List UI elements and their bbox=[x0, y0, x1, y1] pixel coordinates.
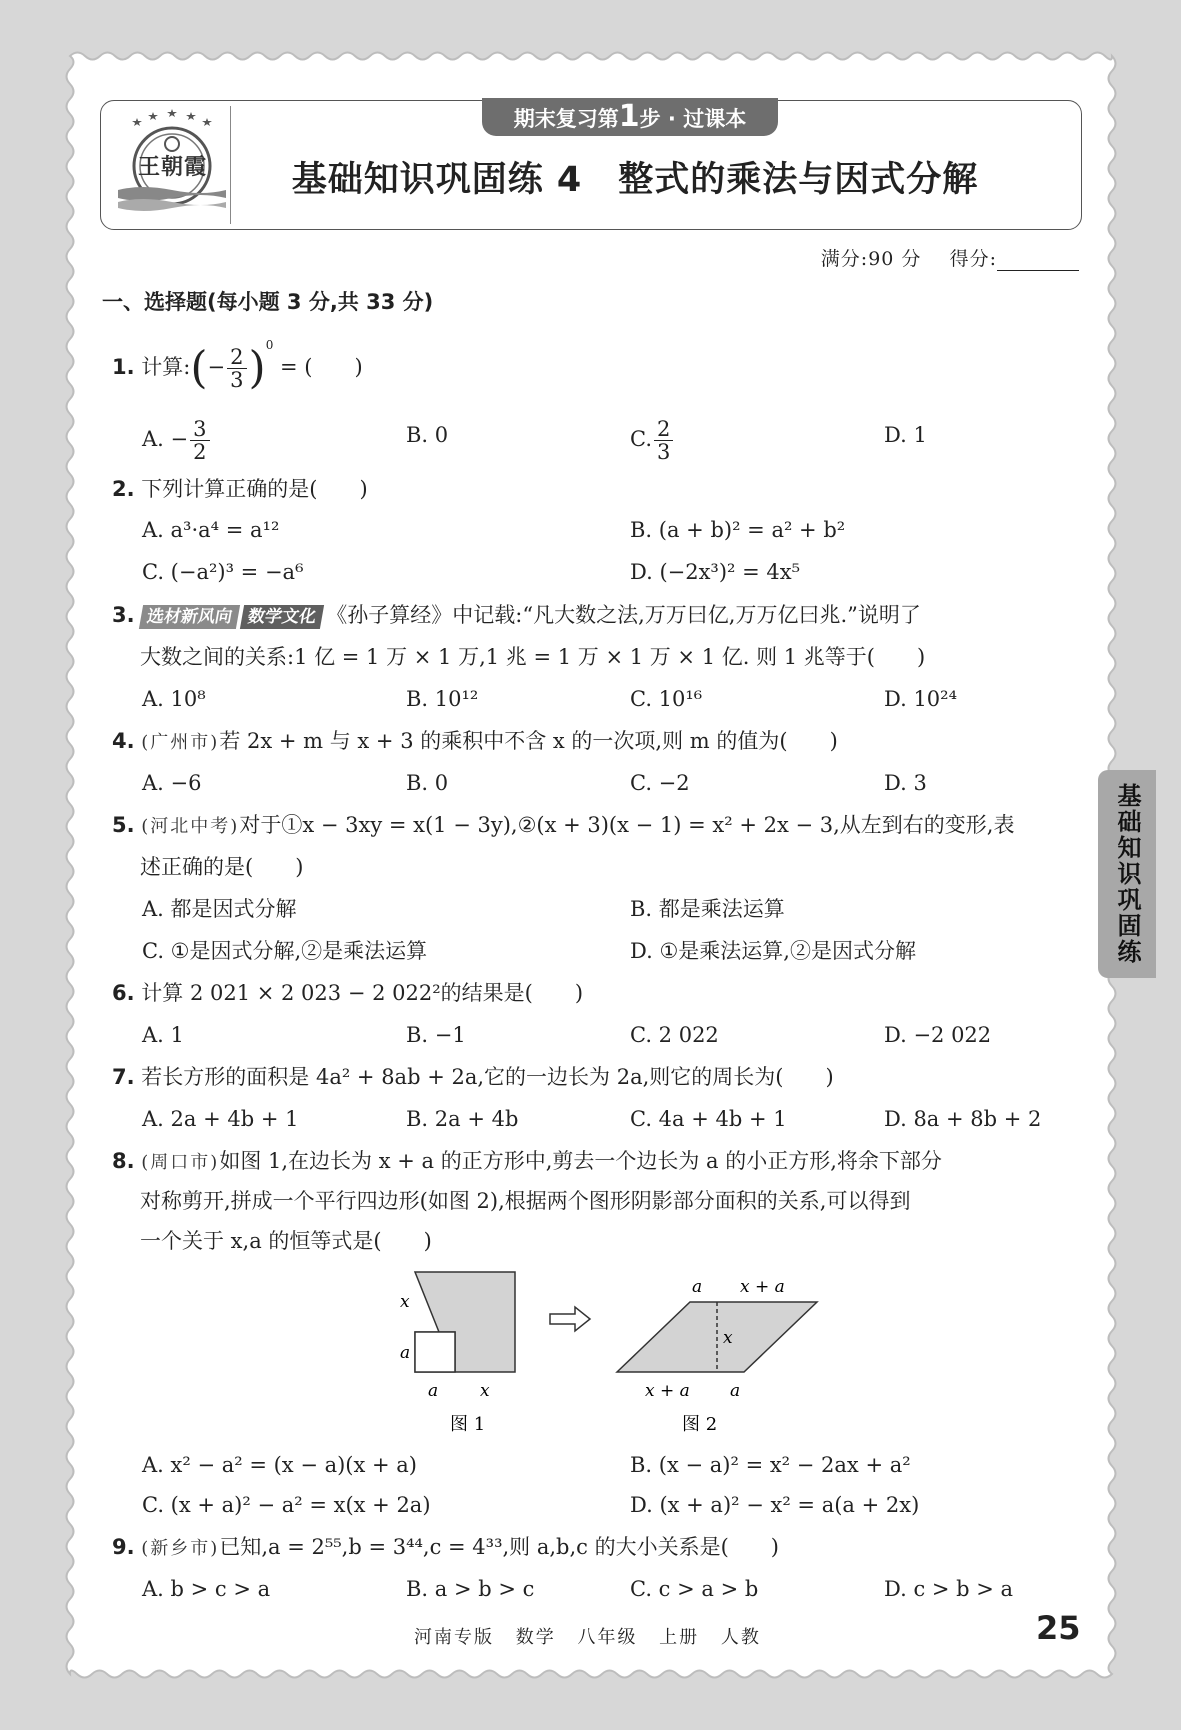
figure-1-label-x-bottom: x bbox=[480, 1381, 490, 1401]
q2-option-d[interactable]: D. (−2x³)² = 4x⁵ bbox=[630, 560, 801, 584]
figure-1-caption: 图 1 bbox=[450, 1414, 486, 1435]
q5-option-d[interactable]: D. ①是乘法运算,②是因式分解 bbox=[630, 939, 916, 963]
paren-right: ) bbox=[248, 342, 266, 394]
question-text: 计算 2 021 × 2 023 − 2 022²的结果是( ) bbox=[141, 981, 584, 1005]
minus-sign: − bbox=[207, 355, 226, 379]
q5-option-a[interactable]: A. 都是因式分解 bbox=[142, 897, 297, 921]
question-text: 如图 1,在边长为 x + a 的正方形中,剪去一个边长为 a 的小正方形,将余下部分 bbox=[219, 1149, 942, 1173]
page-number: 25 bbox=[1036, 1609, 1081, 1647]
question-number: 7. bbox=[112, 1065, 135, 1089]
q3-option-d[interactable]: D. 10²⁴ bbox=[884, 687, 957, 711]
footer-text: 河南专版 数学 八年级 上册 人教 bbox=[414, 1627, 761, 1648]
question-5 bbox=[112, 810, 1014, 842]
question-2 bbox=[112, 474, 368, 504]
fraction-numerator: 2 bbox=[654, 418, 673, 441]
q4-option-a[interactable]: A. −6 bbox=[142, 771, 202, 795]
question-8 bbox=[112, 1146, 942, 1178]
fraction bbox=[190, 418, 209, 463]
q5-option-c[interactable]: C. ①是因式分解,②是乘法运算 bbox=[142, 939, 428, 963]
figure-1-label-x-left: x bbox=[400, 1292, 410, 1312]
full-score-label: 满分:90 分 bbox=[820, 248, 922, 270]
q7-option-b[interactable]: B. 2a + 4b bbox=[406, 1107, 519, 1131]
section-title: 一、选择题(每小题 3 分,共 33 分) bbox=[102, 290, 434, 314]
question-8-cont-1: 对称剪开,拼成一个平行四边形(如图 2),根据两个图形阴影部分面积的关系,可以得到 bbox=[140, 1189, 911, 1213]
step-number: 1 bbox=[618, 99, 640, 134]
q9-option-c[interactable]: C. c > a > b bbox=[630, 1577, 759, 1601]
question-text: 《孙子算经》中记载:“凡大数之法,万万曰亿,万万亿曰兆.”说明了 bbox=[326, 603, 921, 627]
fraction-numerator: 3 bbox=[190, 418, 209, 441]
header-divider bbox=[230, 106, 231, 224]
tag-new-trend: 选材新风向 bbox=[139, 605, 240, 629]
side-tab: 基础知识巩固练 bbox=[1098, 770, 1156, 978]
question-text: 对于①x − 3xy = x(1 − 3y),②(x + 3)(x − 1) = x² + 2x − 3,从左到右的变形,表 bbox=[239, 813, 1015, 837]
question-number: 8. bbox=[112, 1149, 135, 1173]
question-lead: 计算: bbox=[141, 355, 191, 379]
logo-text: 王朝霞 bbox=[138, 154, 208, 180]
fraction-numerator: 2 bbox=[227, 346, 246, 369]
answer-paren: = ( ) bbox=[280, 355, 363, 379]
question-source: (周口市) bbox=[141, 1152, 220, 1173]
figure-1-label-a-left: a bbox=[400, 1343, 411, 1363]
q2-option-a[interactable]: A. a³·a⁴ = a¹² bbox=[142, 518, 280, 542]
figure-2-label-a-bottom: a bbox=[730, 1381, 741, 1401]
step-badge bbox=[482, 98, 778, 136]
page-title: 基础知识巩固练 4 整式的乘法与因式分解 bbox=[291, 160, 979, 200]
q9-option-b[interactable]: B. a > b > c bbox=[406, 1577, 535, 1601]
question-7 bbox=[112, 1062, 834, 1092]
fraction-denominator: 3 bbox=[230, 368, 244, 392]
question-number: 2. bbox=[112, 477, 135, 501]
figure-2-caption: 图 2 bbox=[682, 1414, 718, 1435]
q4-option-b[interactable]: B. 0 bbox=[406, 771, 449, 795]
score-blank[interactable] bbox=[997, 252, 1079, 271]
q1-option-b[interactable]: B. 0 bbox=[406, 423, 449, 447]
question-source: (新乡市) bbox=[141, 1538, 220, 1559]
question-source: (河北中考) bbox=[141, 816, 240, 837]
q4-option-d[interactable]: D. 3 bbox=[884, 771, 927, 795]
fraction-denominator: 2 bbox=[193, 440, 207, 464]
question-4 bbox=[112, 726, 838, 758]
question-text: 若长方形的面积是 4a² + 8ab + 2a,它的一边长为 2a,则它的周长为( ) bbox=[141, 1065, 834, 1089]
figure-1-and-2 bbox=[390, 1262, 830, 1442]
q6-option-b[interactable]: B. −1 bbox=[406, 1023, 466, 1047]
question-3-cont: 大数之间的关系:1 亿 = 1 万 × 1 万,1 兆 = 1 万 × 1 万 × 1 亿. 则 1 兆等于( ) bbox=[140, 645, 926, 669]
q3-option-a[interactable]: A. 10⁸ bbox=[142, 687, 206, 711]
option-label: C. bbox=[630, 427, 652, 451]
q6-option-d[interactable]: D. −2 022 bbox=[884, 1023, 992, 1047]
q1-option-d[interactable]: D. 1 bbox=[884, 423, 927, 447]
question-5-cont: 述正确的是( ) bbox=[140, 855, 304, 879]
q2-option-c[interactable]: C. (−a²)³ = −a⁶ bbox=[142, 560, 304, 584]
question-number: 9. bbox=[112, 1535, 135, 1559]
option-label: A. − bbox=[142, 427, 189, 451]
exponent: 0 bbox=[265, 338, 274, 352]
q8-option-c[interactable]: C. (x + a)² − a² = x(x + 2a) bbox=[142, 1493, 431, 1517]
got-score-label: 得分: bbox=[949, 248, 997, 270]
question-number: 4. bbox=[112, 729, 135, 753]
q1-option-a[interactable] bbox=[142, 418, 212, 463]
q4-option-c[interactable]: C. −2 bbox=[630, 771, 690, 795]
question-number: 6. bbox=[112, 981, 135, 1005]
question-text: 下列计算正确的是( ) bbox=[141, 477, 368, 501]
q6-option-a[interactable]: A. 1 bbox=[142, 1023, 184, 1047]
fraction-denominator: 3 bbox=[657, 440, 671, 464]
question-source: (广州市) bbox=[141, 732, 220, 753]
figure-1-cut-square bbox=[415, 1332, 455, 1372]
fraction bbox=[654, 418, 673, 463]
q8-option-d[interactable]: D. (x + a)² − x² = a(a + 2x) bbox=[630, 1493, 920, 1517]
figure-2-label-xa-top: x + a bbox=[740, 1277, 785, 1297]
q7-option-c[interactable]: C. 4a + 4b + 1 bbox=[630, 1107, 787, 1131]
question-number: 3. bbox=[112, 603, 135, 627]
q9-option-d[interactable]: D. c > b > a bbox=[884, 1577, 1014, 1601]
q1-option-c[interactable] bbox=[630, 418, 675, 463]
step-suffix: 步 · 过课本 bbox=[639, 107, 747, 131]
q3-option-b[interactable]: B. 10¹² bbox=[406, 687, 479, 711]
figure-2-label-x-mid: x bbox=[723, 1328, 733, 1348]
q6-option-c[interactable]: C. 2 022 bbox=[630, 1023, 719, 1047]
q2-option-b[interactable]: B. (a + b)² = a² + b² bbox=[630, 518, 846, 542]
q8-option-b[interactable]: B. (x − a)² = x² − 2ax + a² bbox=[630, 1453, 911, 1477]
question-number: 5. bbox=[112, 813, 135, 837]
q7-option-a[interactable]: A. 2a + 4b + 1 bbox=[142, 1107, 299, 1131]
question-3 bbox=[112, 600, 921, 630]
q9-option-a[interactable]: A. b > c > a bbox=[142, 1577, 271, 1601]
question-number: 1. bbox=[112, 355, 135, 379]
paren-left: ( bbox=[190, 342, 208, 394]
question-text: 若 2x + m 与 x + 3 的乘积中不含 x 的一次项,则 m 的值为( ) bbox=[219, 729, 838, 753]
score-line bbox=[821, 244, 1079, 271]
q3-option-c[interactable]: C. 10¹⁶ bbox=[630, 687, 703, 711]
q8-option-a[interactable]: A. x² − a² = (x − a)(x + a) bbox=[142, 1453, 417, 1477]
question-9 bbox=[112, 1532, 779, 1564]
figure-2-label-xa-bottom: x + a bbox=[645, 1381, 690, 1401]
figure-1-label-a-bottom: a bbox=[428, 1381, 439, 1401]
fraction bbox=[227, 346, 246, 391]
q7-option-d[interactable]: D. 8a + 8b + 2 bbox=[884, 1107, 1042, 1131]
transform-arrow bbox=[550, 1307, 590, 1331]
question-8-cont-2: 一个关于 x,a 的恒等式是( ) bbox=[140, 1229, 432, 1253]
question-6 bbox=[112, 978, 583, 1008]
q5-option-b[interactable]: B. 都是乘法运算 bbox=[630, 897, 785, 921]
tag-math-culture: 数学文化 bbox=[240, 605, 324, 629]
figure-2-label-a-top: a bbox=[692, 1277, 703, 1297]
question-1 bbox=[112, 338, 363, 394]
question-text: 已知,a = 2⁵⁵,b = 3⁴⁴,c = 4³³,则 a,b,c 的大小关系是( ) bbox=[219, 1535, 779, 1559]
step-prefix: 期末复习第 bbox=[513, 107, 619, 131]
